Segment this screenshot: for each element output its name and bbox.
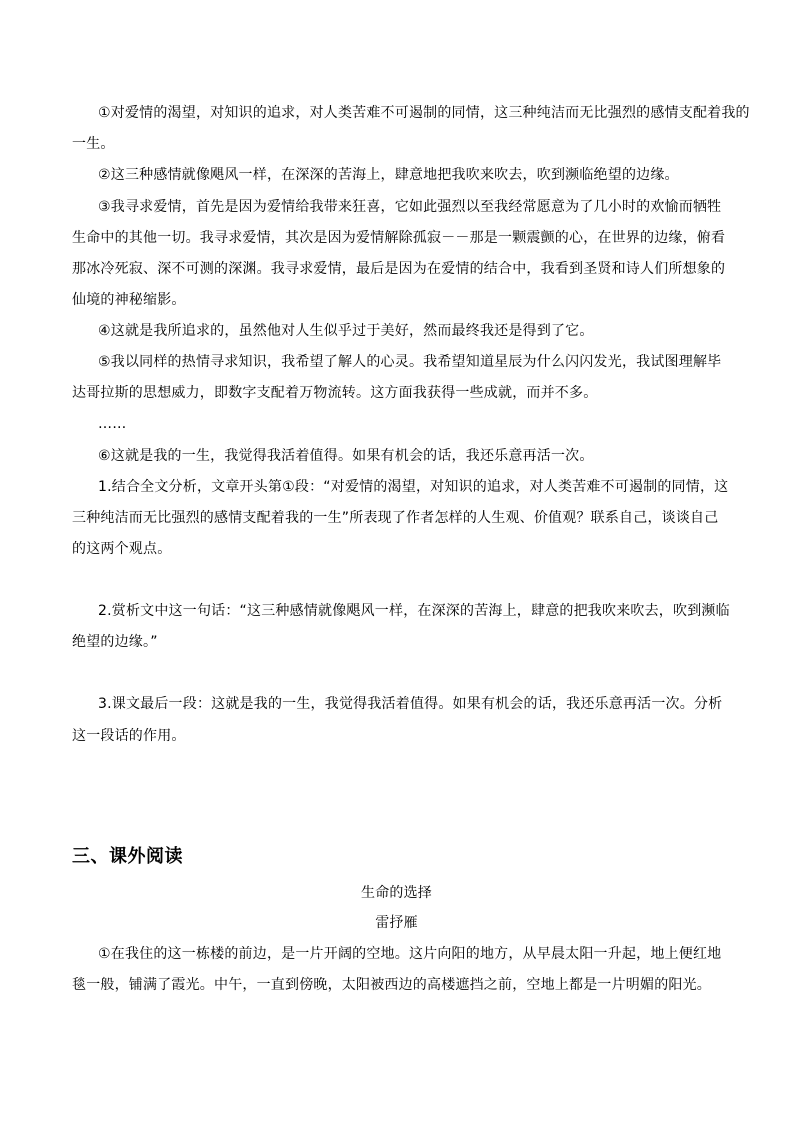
passage-paragraph-3-line-2: 生命中的其他一切。我寻求爱情，其次是因为爱情解除孤寂－－那是一颗震颤的心，在世界的边缘，俯看 xyxy=(72,230,726,246)
passage-paragraph-4: ④这就是我所追求的，虽然他对人生似乎过于美好，然而最终我还是得到了它。 xyxy=(98,323,594,339)
passage-paragraph-1-line-2: 一生。 xyxy=(72,136,115,152)
passage-paragraph-6: ⑥这就是我的一生，我觉得我活着值得。如果有机会的话，我还乐意再活一次。 xyxy=(98,448,594,464)
passage-paragraph-3-line-3: 那冰冷死寂、深不可测的深渊。我寻求爱情，最后是因为在爱情的结合中，我看到圣贤和诗人们所想象的 xyxy=(72,261,726,277)
section-heading: 三、课外阅读 xyxy=(72,846,183,867)
question-3-line-1: 3.课文最后一段：这就是我的一生，我觉得我活着值得。如果有机会的话，我还乐意再活一次。分析 xyxy=(98,696,723,712)
question-3-line-2: 这一段话的作用。 xyxy=(72,728,186,744)
article-paragraph-1-line-2: 毯一般，铺满了霞光。中午，一直到傍晚，太阳被西边的高楼遮挡之前，空地上都是一片明媚的阳光。 xyxy=(72,977,711,993)
question-2-line-1: 2.赏析文中这一句话：“这三种感情就像飓风一样，在深深的苦海上，肆意的把我吹来吹去，吹到濒临 xyxy=(98,603,730,619)
passage-paragraph-3-line-1: ③我寻求爱情，首先是因为爱情给我带来狂喜，它如此强烈以至我经常愿意为了几小时的欢愉而牺牲 xyxy=(98,199,722,215)
passage-ellipsis: …… xyxy=(98,416,127,432)
question-2-line-2: 绝望的边缘。” xyxy=(72,634,158,650)
passage-paragraph-3-line-4: 仙境的神秘缩影。 xyxy=(72,292,186,308)
question-1-line-3: 的这两个观点。 xyxy=(72,541,172,557)
article-paragraph-1-line-1: ①在我住的这一栋楼的前边，是一片开阔的空地。这片向阳的地方，从早晨太阳一升起，地上便红地 xyxy=(98,946,722,962)
passage-paragraph-5-line-2: 达哥拉斯的思想威力，即数字支配着万物流转。这方面我获得一些成就，而并不多。 xyxy=(72,385,598,401)
question-1-line-1: 1.结合全文分析，文章开头第①段：“对爱情的渴望，对知识的追求，对人类苦难不可遏制的同情，这 xyxy=(98,479,729,495)
article-author: 雷抒雁 xyxy=(375,915,418,931)
passage-paragraph-2: ②这三种感情就像飓风一样，在深深的苦海上，肆意地把我吹来吹去，吹到濒临绝望的边缘。 xyxy=(98,167,679,183)
passage-paragraph-1-line-1: ①对爱情的渴望，对知识的追求，对人类苦难不可遏制的同情，这三种纯洁而无比强烈的感情支配着我的 xyxy=(98,105,750,121)
question-1-line-2: 三种纯洁而无比强烈的感情支配着我的一生”所表现了作者怎样的人生观、价值观？联系自己，谈谈自己 xyxy=(72,510,719,526)
article-title: 生命的选择 xyxy=(361,885,432,901)
passage-paragraph-5-line-1: ⑤我以同样的热情寻求知识，我希望了解人的心灵。我希望知道星辰为什么闪闪发光，我试图理解毕 xyxy=(98,354,722,370)
